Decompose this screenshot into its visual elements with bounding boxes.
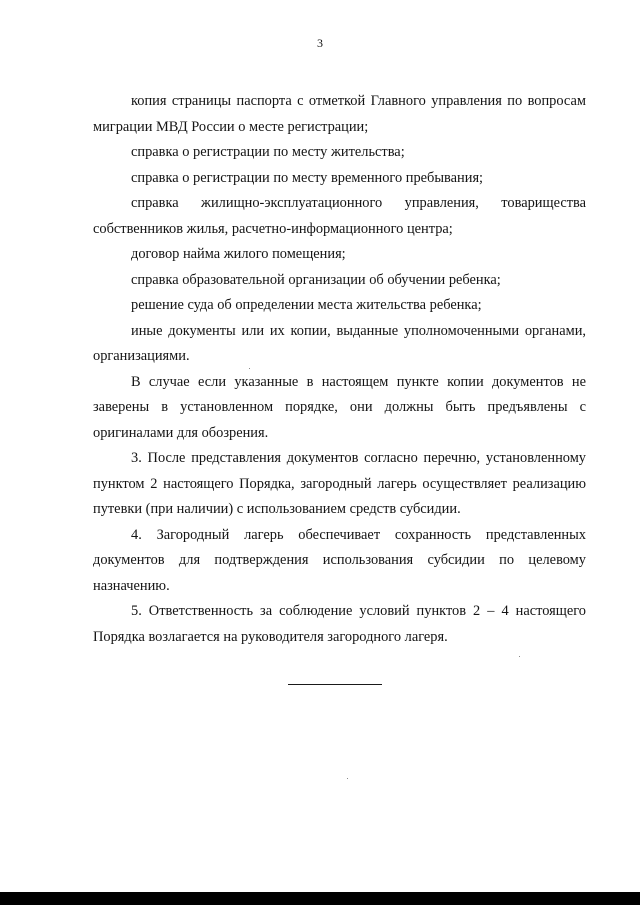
scan-speck [347, 778, 348, 779]
list-item-residence-registration: справка о регистрации по месту жительства; [131, 144, 405, 160]
end-divider [288, 684, 382, 685]
list-item-temporary-registration: справка о регистрации по месту временного пребывания; [131, 169, 484, 186]
list-item-passport-copy: копия страницы паспорта с отметкой Главного управления по вопросам миграции МВД России о месте регистрации; [93, 93, 586, 135]
list-item-court-decision: решение суда об определении места жительства ребенка; [131, 297, 482, 313]
page-number: 3 [317, 36, 323, 50]
paragraph-4-document-storage: 4. Загородный лагерь обеспечивает сохранность представленных документов для подтверждения использования субсидии по целевому назначению. [93, 526, 586, 594]
list-item-housing-certificate: справка жилищно-эксплуатационного управления, товарищества собственников жилья, расчетно-информационного центра; [93, 195, 586, 237]
paragraph-5-responsibility: 5. Ответственность за соблюдение условий пунктов 2 – 4 настоящего Порядка возлагается на руководителя загородного лагеря. [93, 603, 586, 645]
list-item-lease-agreement: договор найма жилого помещения; [131, 246, 346, 262]
list-item-other-documents: иные документы или их копии, выданные уполномоченными органами, организациями. [93, 322, 586, 364]
scan-border-bar [0, 892, 640, 905]
list-item-school-certificate: справка образовательной организации об обучении ребенка; [131, 271, 501, 288]
paragraph-uncertified-copies: В случае если указанные в настоящем пункте копии документов не заверены в установленном порядке, они должны быть предъявлены с оригиналами для обозрения. [93, 373, 586, 441]
paragraph-3-voucher-sale: 3. После представления документов согласно перечню, установленному пунктом 2 настоящего Порядка, загородный лагерь осуществляет реализацию путевки (при наличии) с использованием средств субсидии. [93, 450, 586, 517]
scan-speck [519, 656, 520, 657]
scan-speck [249, 368, 250, 369]
document-body [93, 89, 586, 650]
